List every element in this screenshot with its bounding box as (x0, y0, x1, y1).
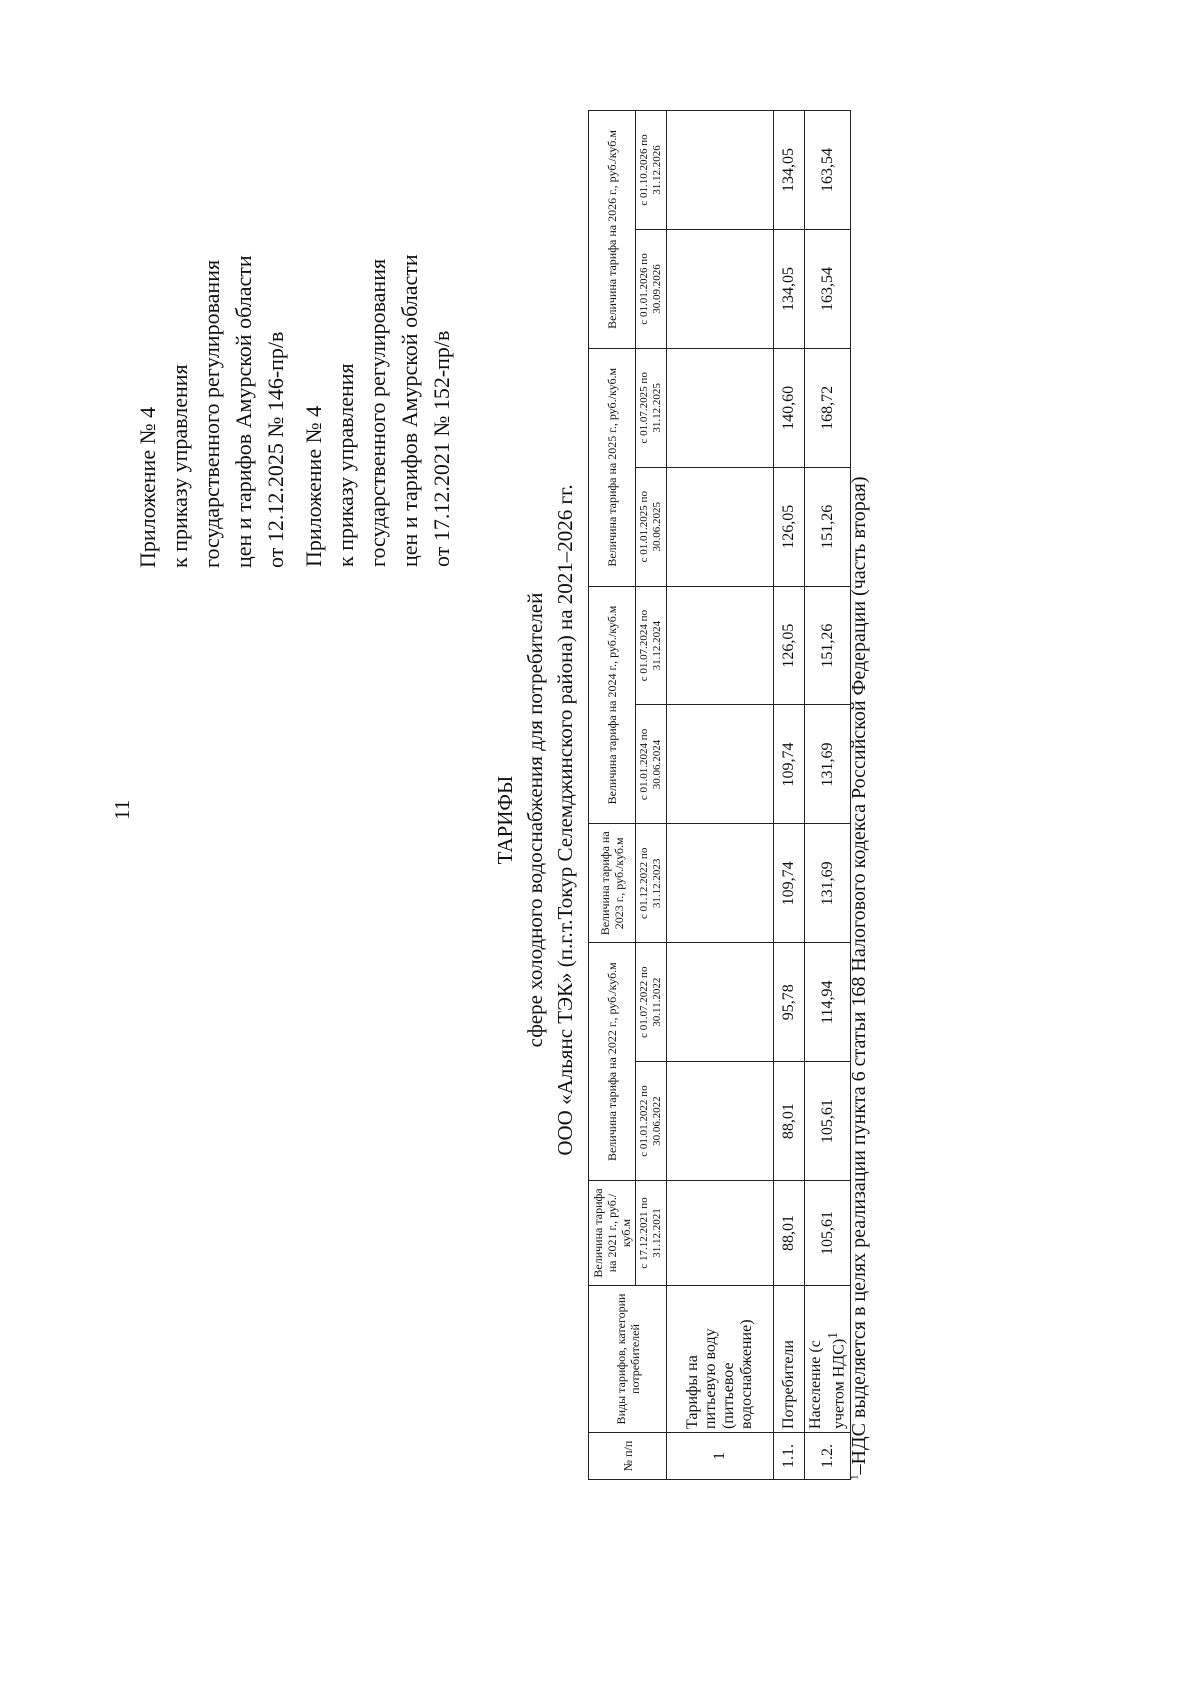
value-cell: 131,69 (805, 705, 851, 824)
value-cell (667, 824, 774, 943)
value-cell: 105,61 (805, 1181, 851, 1286)
header-2025: Величина тарифа на 2025 г., руб./куб.м (589, 348, 636, 586)
period-cell: с 01.01.2024 по 30.06.2024 (636, 705, 667, 824)
title-heading: ТАРИФЫ (493, 775, 517, 865)
appendix-line: государственного регулирования (199, 259, 224, 568)
value-cell: 131,69 (805, 824, 851, 943)
period-cell: с 01.07.2024 по 31.12.2024 (636, 586, 667, 705)
row-num: 1 (667, 1433, 774, 1480)
row-label: Население (с учетом НДС) (807, 1338, 848, 1429)
footnote (848, 100, 871, 1480)
row-label: Тарифы на питьевую воду (питьевое водоснабжение) (667, 1286, 774, 1433)
header-2021: Величина тарифа на 2021 г., руб./куб.м (589, 1181, 636, 1286)
value-cell (667, 586, 774, 705)
header-num: № п/п (589, 1433, 667, 1480)
period-cell: с 01.01.2026 по 30.09.2026 (636, 230, 667, 349)
value-cell (667, 943, 774, 1062)
page-number: 11 (110, 799, 134, 820)
value-cell (667, 467, 774, 586)
period-cell: с 01.01.2025 по 30.06.2025 (636, 467, 667, 586)
appendix-line: цен и тарифов Амурской области (231, 255, 256, 568)
period-cell: с 01.01.2022 по 30.06.2022 (636, 1062, 667, 1181)
table-row (667, 111, 774, 1480)
row-label-cell (805, 1286, 851, 1433)
appendix-line: от 17.12.2021 № 152-пр/в (429, 330, 454, 567)
footnote-marker: 1 (848, 1474, 861, 1480)
value-cell: 114,94 (805, 943, 851, 1062)
header-2024: Величина тарифа на 2024 г., руб./куб.м (589, 586, 636, 824)
title-line: сфере холодного водоснабжения для потребителей (523, 592, 547, 1048)
appendix-line: Приложение № 4 (301, 405, 326, 567)
table-row (774, 111, 805, 1480)
value-cell (667, 348, 774, 467)
period-cell: с 01.07.2022 по 30.11.2022 (636, 943, 667, 1062)
value-cell: 140,60 (774, 348, 805, 467)
appendix-line: к приказу управления (333, 363, 358, 567)
value-cell (667, 111, 774, 230)
appendix-line: от 12.12.2025 № 146-пр/в (263, 331, 288, 568)
appendix-line: государственного регулирования (365, 258, 390, 567)
value-cell: 109,74 (774, 705, 805, 824)
value-cell: 126,05 (774, 467, 805, 586)
period-cell: с 17.12.2021 по 31.12.2021 (636, 1181, 667, 1286)
header-2022: Величина тарифа на 2022 г., руб./куб.м (589, 943, 636, 1181)
value-cell (667, 1181, 774, 1286)
document-title (490, 460, 580, 1180)
value-cell: 109,74 (774, 824, 805, 943)
value-cell: 105,61 (805, 1062, 851, 1181)
tariff-table (588, 110, 851, 1480)
row-num: 1.1. (774, 1433, 805, 1480)
title-line: ООО «Альянс ТЭК» (п.г.т.Токур Селемджинского района) на 2021–2026 гг. (553, 484, 577, 1156)
period-cell: с 01.12.2022 по 31.12.2023 (636, 824, 667, 943)
row-label: Потребители (774, 1286, 805, 1433)
footnote-marker: 1 (825, 1332, 840, 1339)
value-cell (667, 1062, 774, 1181)
value-cell: 163,54 (805, 230, 851, 349)
value-cell: 95,78 (774, 943, 805, 1062)
period-cell: с 01.07.2025 по 31.12.2025 (636, 348, 667, 467)
row-num: 1.2. (805, 1433, 851, 1480)
header-type: Виды тарифов, категории потребителей (589, 1286, 667, 1433)
appendix-line: Приложение № 4 (135, 406, 160, 568)
value-cell (667, 705, 774, 824)
value-cell: 88,01 (774, 1062, 805, 1181)
header-2026: Величина тарифа на 2026 г., руб./куб.м (589, 111, 636, 349)
appendix-line: к приказу управления (167, 364, 192, 568)
value-cell: 168,72 (805, 348, 851, 467)
value-cell: 151,26 (805, 467, 851, 586)
value-cell (667, 230, 774, 349)
header-2023: Величина тарифа на 2023 г., руб./куб.м (589, 824, 636, 943)
value-cell: 151,26 (805, 586, 851, 705)
tariff-table-wrapper (588, 110, 851, 1480)
value-cell: 134,05 (774, 230, 805, 349)
appendix-block-original (298, 254, 458, 567)
table-row (805, 111, 851, 1480)
value-cell: 134,05 (774, 111, 805, 230)
footnote-text: –НДС выделяется в целях реализации пункта 6 статьи 168 Налогового кодекса Российской Федерации (часть вторая) (848, 476, 870, 1475)
appendix-block-new (132, 255, 292, 568)
value-cell: 126,05 (774, 586, 805, 705)
value-cell: 88,01 (774, 1181, 805, 1286)
appendix-line: цен и тарифов Амурской области (397, 254, 422, 567)
period-cell: с 01.10.2026 по 31.12.2026 (636, 111, 667, 230)
value-cell: 163,54 (805, 111, 851, 230)
